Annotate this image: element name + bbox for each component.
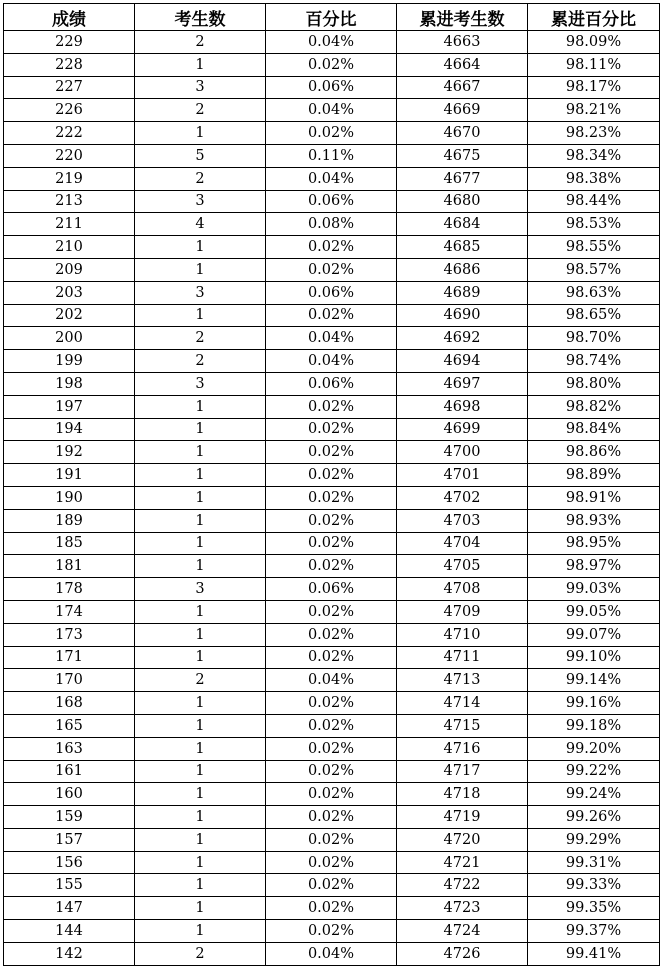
cell-cumulative-count: 4663 bbox=[397, 31, 528, 54]
cell-score: 219 bbox=[4, 167, 135, 190]
cell-score: 220 bbox=[4, 144, 135, 167]
header-row bbox=[4, 4, 660, 31]
score-distribution-page bbox=[3, 3, 659, 966]
cell-cumulative-percent: 99.07% bbox=[528, 623, 660, 646]
cell-score: 202 bbox=[4, 304, 135, 327]
cell-score: 165 bbox=[4, 714, 135, 737]
cell-score: 156 bbox=[4, 851, 135, 874]
cell-cumulative-percent: 99.37% bbox=[528, 920, 660, 943]
cell-count: 1 bbox=[135, 600, 266, 623]
cell-count: 1 bbox=[135, 122, 266, 145]
cell-cumulative-percent: 98.91% bbox=[528, 486, 660, 509]
table-row bbox=[4, 213, 660, 236]
table-row bbox=[4, 828, 660, 851]
cell-percent: 0.02% bbox=[266, 692, 397, 715]
cell-cumulative-percent: 98.65% bbox=[528, 304, 660, 327]
table-row bbox=[4, 578, 660, 601]
cell-cumulative-count: 4699 bbox=[397, 418, 528, 441]
cell-percent: 0.02% bbox=[266, 53, 397, 76]
cell-score: 142 bbox=[4, 942, 135, 965]
cell-cumulative-percent: 99.35% bbox=[528, 897, 660, 920]
cell-cumulative-count: 4718 bbox=[397, 783, 528, 806]
cell-percent: 0.02% bbox=[266, 509, 397, 532]
cell-cumulative-percent: 98.53% bbox=[528, 213, 660, 236]
table-row bbox=[4, 350, 660, 373]
cell-cumulative-percent: 99.29% bbox=[528, 828, 660, 851]
cell-count: 1 bbox=[135, 555, 266, 578]
cell-cumulative-percent: 98.44% bbox=[528, 190, 660, 213]
table-row bbox=[4, 76, 660, 99]
cell-score: 144 bbox=[4, 920, 135, 943]
cell-percent: 0.04% bbox=[266, 350, 397, 373]
cell-percent: 0.02% bbox=[266, 851, 397, 874]
cell-cumulative-count: 4717 bbox=[397, 760, 528, 783]
table-row bbox=[4, 692, 660, 715]
cell-percent: 0.02% bbox=[266, 122, 397, 145]
cell-cumulative-percent: 98.09% bbox=[528, 31, 660, 54]
cell-score: 181 bbox=[4, 555, 135, 578]
cell-count: 1 bbox=[135, 418, 266, 441]
cell-cumulative-percent: 98.38% bbox=[528, 167, 660, 190]
cell-count: 1 bbox=[135, 783, 266, 806]
cell-score: 170 bbox=[4, 669, 135, 692]
cell-cumulative-count: 4698 bbox=[397, 395, 528, 418]
table-row bbox=[4, 737, 660, 760]
cell-cumulative-count: 4705 bbox=[397, 555, 528, 578]
cell-cumulative-count: 4670 bbox=[397, 122, 528, 145]
cell-score: 211 bbox=[4, 213, 135, 236]
cell-count: 1 bbox=[135, 897, 266, 920]
cell-cumulative-percent: 98.55% bbox=[528, 236, 660, 259]
cell-cumulative-percent: 98.95% bbox=[528, 532, 660, 555]
cell-score: 226 bbox=[4, 99, 135, 122]
cell-cumulative-percent: 98.97% bbox=[528, 555, 660, 578]
cell-score: 178 bbox=[4, 578, 135, 601]
table-row bbox=[4, 623, 660, 646]
cell-score: 157 bbox=[4, 828, 135, 851]
cell-count: 3 bbox=[135, 76, 266, 99]
table-row bbox=[4, 509, 660, 532]
cell-cumulative-count: 4726 bbox=[397, 942, 528, 965]
table-row bbox=[4, 99, 660, 122]
cell-count: 3 bbox=[135, 578, 266, 601]
header-score: 成绩 bbox=[4, 4, 135, 31]
cell-cumulative-count: 4664 bbox=[397, 53, 528, 76]
header-cumulative-percent: 累进百分比 bbox=[528, 4, 660, 31]
cell-percent: 0.02% bbox=[266, 783, 397, 806]
cell-percent: 0.04% bbox=[266, 669, 397, 692]
cell-percent: 0.02% bbox=[266, 304, 397, 327]
cell-cumulative-count: 4722 bbox=[397, 874, 528, 897]
cell-score: 185 bbox=[4, 532, 135, 555]
cell-score: 209 bbox=[4, 258, 135, 281]
cell-cumulative-percent: 98.11% bbox=[528, 53, 660, 76]
cell-cumulative-count: 4723 bbox=[397, 897, 528, 920]
cell-cumulative-percent: 99.24% bbox=[528, 783, 660, 806]
cell-cumulative-percent: 98.74% bbox=[528, 350, 660, 373]
cell-count: 2 bbox=[135, 942, 266, 965]
cell-score: 147 bbox=[4, 897, 135, 920]
cell-cumulative-percent: 98.34% bbox=[528, 144, 660, 167]
table-row bbox=[4, 646, 660, 669]
cell-score: 161 bbox=[4, 760, 135, 783]
cell-count: 1 bbox=[135, 760, 266, 783]
table-row bbox=[4, 53, 660, 76]
cell-score: 194 bbox=[4, 418, 135, 441]
table-row bbox=[4, 669, 660, 692]
cell-score: 229 bbox=[4, 31, 135, 54]
cell-cumulative-percent: 99.20% bbox=[528, 737, 660, 760]
cell-percent: 0.02% bbox=[266, 897, 397, 920]
cell-cumulative-percent: 98.80% bbox=[528, 372, 660, 395]
table-row bbox=[4, 190, 660, 213]
cell-percent: 0.02% bbox=[266, 806, 397, 829]
cell-score: 198 bbox=[4, 372, 135, 395]
cell-cumulative-percent: 98.57% bbox=[528, 258, 660, 281]
cell-cumulative-percent: 98.23% bbox=[528, 122, 660, 145]
cell-count: 2 bbox=[135, 31, 266, 54]
table-row bbox=[4, 897, 660, 920]
table-row bbox=[4, 395, 660, 418]
table-row bbox=[4, 532, 660, 555]
cell-percent: 0.02% bbox=[266, 714, 397, 737]
cell-score: 168 bbox=[4, 692, 135, 715]
cell-score: 213 bbox=[4, 190, 135, 213]
cell-cumulative-percent: 98.82% bbox=[528, 395, 660, 418]
cell-count: 1 bbox=[135, 532, 266, 555]
table-row bbox=[4, 31, 660, 54]
cell-percent: 0.02% bbox=[266, 874, 397, 897]
cell-score: 171 bbox=[4, 646, 135, 669]
table-row bbox=[4, 167, 660, 190]
cell-cumulative-count: 4713 bbox=[397, 669, 528, 692]
table-row bbox=[4, 122, 660, 145]
cell-count: 1 bbox=[135, 236, 266, 259]
cell-score: 199 bbox=[4, 350, 135, 373]
cell-cumulative-percent: 98.63% bbox=[528, 281, 660, 304]
cell-count: 2 bbox=[135, 327, 266, 350]
table-row bbox=[4, 327, 660, 350]
cell-percent: 0.02% bbox=[266, 828, 397, 851]
cell-count: 1 bbox=[135, 806, 266, 829]
table-row bbox=[4, 920, 660, 943]
cell-cumulative-count: 4667 bbox=[397, 76, 528, 99]
table-row bbox=[4, 236, 660, 259]
cell-count: 1 bbox=[135, 395, 266, 418]
cell-percent: 0.04% bbox=[266, 942, 397, 965]
cell-cumulative-percent: 99.14% bbox=[528, 669, 660, 692]
cell-percent: 0.02% bbox=[266, 236, 397, 259]
cell-percent: 0.04% bbox=[266, 99, 397, 122]
cell-cumulative-percent: 98.70% bbox=[528, 327, 660, 350]
cell-cumulative-count: 4703 bbox=[397, 509, 528, 532]
cell-count: 4 bbox=[135, 213, 266, 236]
cell-count: 2 bbox=[135, 167, 266, 190]
cell-count: 2 bbox=[135, 350, 266, 373]
header-percent: 百分比 bbox=[266, 4, 397, 31]
table-row bbox=[4, 372, 660, 395]
cell-score: 200 bbox=[4, 327, 135, 350]
cell-cumulative-count: 4704 bbox=[397, 532, 528, 555]
table-header bbox=[4, 4, 660, 31]
cell-score: 189 bbox=[4, 509, 135, 532]
cell-cumulative-count: 4714 bbox=[397, 692, 528, 715]
cell-score: 192 bbox=[4, 441, 135, 464]
cell-cumulative-count: 4685 bbox=[397, 236, 528, 259]
cell-cumulative-count: 4708 bbox=[397, 578, 528, 601]
cell-cumulative-percent: 98.84% bbox=[528, 418, 660, 441]
cell-cumulative-percent: 98.93% bbox=[528, 509, 660, 532]
header-cumulative-count: 累进考生数 bbox=[397, 4, 528, 31]
table-row bbox=[4, 851, 660, 874]
cell-cumulative-percent: 99.33% bbox=[528, 874, 660, 897]
cell-count: 2 bbox=[135, 669, 266, 692]
cell-percent: 0.08% bbox=[266, 213, 397, 236]
cell-score: 197 bbox=[4, 395, 135, 418]
cell-percent: 0.02% bbox=[266, 395, 397, 418]
cell-cumulative-count: 4724 bbox=[397, 920, 528, 943]
cell-count: 1 bbox=[135, 874, 266, 897]
cell-cumulative-count: 4720 bbox=[397, 828, 528, 851]
cell-count: 3 bbox=[135, 281, 266, 304]
cell-cumulative-percent: 99.05% bbox=[528, 600, 660, 623]
table-row bbox=[4, 304, 660, 327]
cell-cumulative-count: 4719 bbox=[397, 806, 528, 829]
cell-score: 227 bbox=[4, 76, 135, 99]
table-row bbox=[4, 258, 660, 281]
cell-count: 1 bbox=[135, 441, 266, 464]
cell-cumulative-percent: 99.41% bbox=[528, 942, 660, 965]
cell-cumulative-count: 4669 bbox=[397, 99, 528, 122]
cell-cumulative-count: 4680 bbox=[397, 190, 528, 213]
cell-score: 228 bbox=[4, 53, 135, 76]
cell-percent: 0.02% bbox=[266, 760, 397, 783]
cell-percent: 0.02% bbox=[266, 600, 397, 623]
cell-cumulative-count: 4701 bbox=[397, 464, 528, 487]
cell-percent: 0.02% bbox=[266, 464, 397, 487]
cell-percent: 0.02% bbox=[266, 486, 397, 509]
cell-cumulative-count: 4677 bbox=[397, 167, 528, 190]
cell-percent: 0.06% bbox=[266, 578, 397, 601]
table-row bbox=[4, 806, 660, 829]
table-row bbox=[4, 441, 660, 464]
cell-cumulative-count: 4716 bbox=[397, 737, 528, 760]
table-row bbox=[4, 486, 660, 509]
cell-count: 1 bbox=[135, 623, 266, 646]
cell-count: 1 bbox=[135, 920, 266, 943]
cell-percent: 0.06% bbox=[266, 281, 397, 304]
cell-count: 5 bbox=[135, 144, 266, 167]
table-row bbox=[4, 714, 660, 737]
cell-score: 174 bbox=[4, 600, 135, 623]
cell-percent: 0.02% bbox=[266, 920, 397, 943]
cell-cumulative-percent: 98.21% bbox=[528, 99, 660, 122]
cell-cumulative-count: 4715 bbox=[397, 714, 528, 737]
table-row bbox=[4, 464, 660, 487]
table-row bbox=[4, 600, 660, 623]
cell-score: 160 bbox=[4, 783, 135, 806]
table-body bbox=[4, 31, 660, 966]
cell-cumulative-percent: 99.10% bbox=[528, 646, 660, 669]
score-distribution-table bbox=[3, 3, 660, 966]
cell-cumulative-count: 4684 bbox=[397, 213, 528, 236]
cell-count: 1 bbox=[135, 53, 266, 76]
cell-cumulative-percent: 98.89% bbox=[528, 464, 660, 487]
cell-cumulative-count: 4692 bbox=[397, 327, 528, 350]
table-row bbox=[4, 555, 660, 578]
cell-percent: 0.02% bbox=[266, 646, 397, 669]
table-row bbox=[4, 942, 660, 965]
cell-cumulative-percent: 99.16% bbox=[528, 692, 660, 715]
cell-cumulative-percent: 99.18% bbox=[528, 714, 660, 737]
cell-cumulative-percent: 99.22% bbox=[528, 760, 660, 783]
cell-count: 1 bbox=[135, 509, 266, 532]
header-count: 考生数 bbox=[135, 4, 266, 31]
cell-score: 210 bbox=[4, 236, 135, 259]
cell-cumulative-count: 4721 bbox=[397, 851, 528, 874]
cell-cumulative-count: 4697 bbox=[397, 372, 528, 395]
cell-percent: 0.11% bbox=[266, 144, 397, 167]
cell-cumulative-percent: 99.26% bbox=[528, 806, 660, 829]
cell-percent: 0.04% bbox=[266, 31, 397, 54]
cell-score: 173 bbox=[4, 623, 135, 646]
cell-cumulative-percent: 98.86% bbox=[528, 441, 660, 464]
cell-percent: 0.02% bbox=[266, 623, 397, 646]
cell-percent: 0.02% bbox=[266, 532, 397, 555]
cell-cumulative-count: 4710 bbox=[397, 623, 528, 646]
table-row bbox=[4, 783, 660, 806]
cell-percent: 0.04% bbox=[266, 167, 397, 190]
cell-score: 203 bbox=[4, 281, 135, 304]
cell-cumulative-count: 4690 bbox=[397, 304, 528, 327]
cell-score: 190 bbox=[4, 486, 135, 509]
table-row bbox=[4, 760, 660, 783]
table-row bbox=[4, 281, 660, 304]
cell-cumulative-count: 4702 bbox=[397, 486, 528, 509]
cell-cumulative-count: 4686 bbox=[397, 258, 528, 281]
cell-count: 1 bbox=[135, 828, 266, 851]
cell-cumulative-count: 4700 bbox=[397, 441, 528, 464]
cell-percent: 0.06% bbox=[266, 190, 397, 213]
cell-cumulative-percent: 99.31% bbox=[528, 851, 660, 874]
table-row bbox=[4, 418, 660, 441]
cell-count: 1 bbox=[135, 258, 266, 281]
cell-cumulative-percent: 98.17% bbox=[528, 76, 660, 99]
cell-cumulative-count: 4709 bbox=[397, 600, 528, 623]
cell-percent: 0.02% bbox=[266, 258, 397, 281]
cell-count: 1 bbox=[135, 646, 266, 669]
cell-percent: 0.04% bbox=[266, 327, 397, 350]
cell-count: 1 bbox=[135, 304, 266, 327]
table-row bbox=[4, 144, 660, 167]
cell-count: 3 bbox=[135, 190, 266, 213]
cell-percent: 0.06% bbox=[266, 76, 397, 99]
cell-count: 1 bbox=[135, 486, 266, 509]
cell-cumulative-count: 4675 bbox=[397, 144, 528, 167]
cell-count: 1 bbox=[135, 737, 266, 760]
cell-count: 1 bbox=[135, 692, 266, 715]
cell-percent: 0.02% bbox=[266, 441, 397, 464]
cell-count: 1 bbox=[135, 851, 266, 874]
cell-score: 191 bbox=[4, 464, 135, 487]
cell-count: 3 bbox=[135, 372, 266, 395]
cell-score: 155 bbox=[4, 874, 135, 897]
cell-count: 1 bbox=[135, 714, 266, 737]
cell-cumulative-percent: 99.03% bbox=[528, 578, 660, 601]
cell-percent: 0.02% bbox=[266, 418, 397, 441]
cell-cumulative-count: 4711 bbox=[397, 646, 528, 669]
cell-score: 222 bbox=[4, 122, 135, 145]
table-row bbox=[4, 874, 660, 897]
cell-percent: 0.06% bbox=[266, 372, 397, 395]
cell-score: 163 bbox=[4, 737, 135, 760]
cell-percent: 0.02% bbox=[266, 555, 397, 578]
cell-count: 2 bbox=[135, 99, 266, 122]
cell-percent: 0.02% bbox=[266, 737, 397, 760]
cell-cumulative-count: 4694 bbox=[397, 350, 528, 373]
cell-score: 159 bbox=[4, 806, 135, 829]
cell-cumulative-count: 4689 bbox=[397, 281, 528, 304]
cell-count: 1 bbox=[135, 464, 266, 487]
